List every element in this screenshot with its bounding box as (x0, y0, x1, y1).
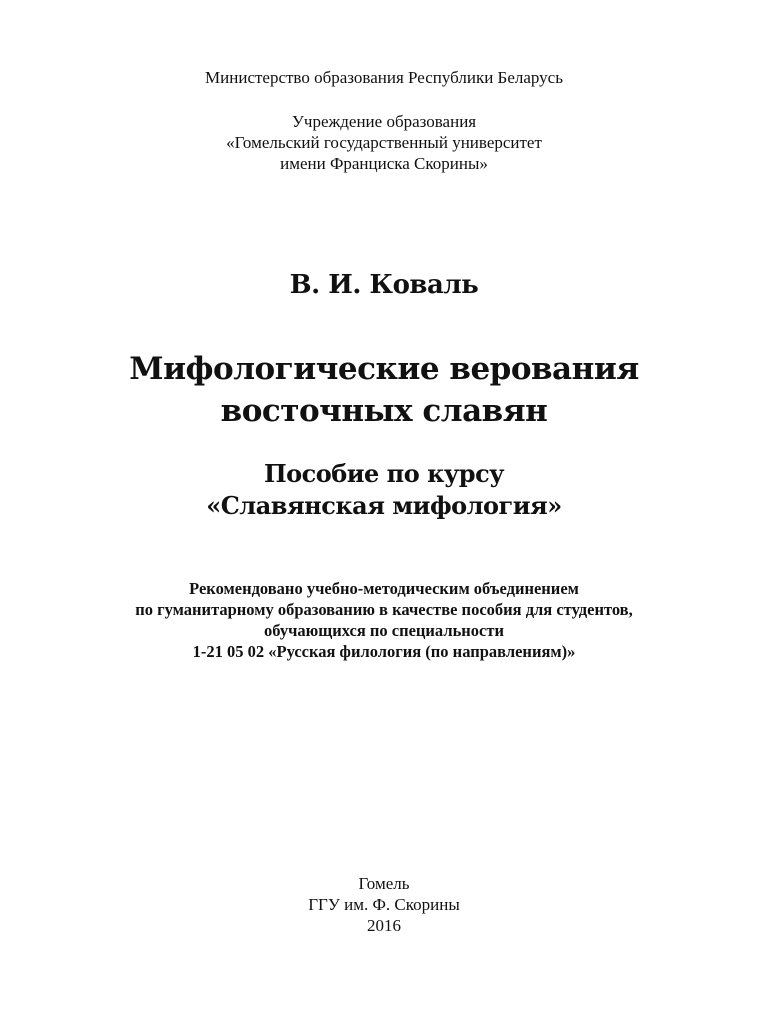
university-name-line2: имени Франциска Скорины» (280, 154, 488, 173)
institution-label: Учреждение образования (291, 112, 477, 131)
recommendation-line1: Рекомендовано учебно-методическим объединением (189, 579, 579, 598)
imprint-year: 2016 (367, 916, 401, 935)
recommendation-line4: 1-21 05 02 «Русская филология (по направлениям)» (192, 642, 576, 661)
book-title-line2: восточных славян (220, 393, 548, 429)
university-name-line1: «Гомельский государственный университет (226, 133, 542, 152)
subtitle-line2: «Славянская мифология» (206, 491, 562, 520)
recommendation-line3: обучающихся по специальности (264, 621, 504, 640)
imprint-city: Гомель (358, 874, 410, 893)
author-name: В. И. Коваль (289, 270, 479, 300)
recommendation-line2: по гуманитарному образованию в качестве пособия для студентов, (135, 600, 633, 619)
imprint-publisher: ГГУ им. Ф. Скорины (308, 895, 460, 914)
ministry-name: Министерство образования Республики Беларусь (205, 68, 563, 87)
book-title-line1: Мифологические верования (129, 351, 639, 387)
subtitle-line1: Пособие по курсу (263, 459, 505, 488)
